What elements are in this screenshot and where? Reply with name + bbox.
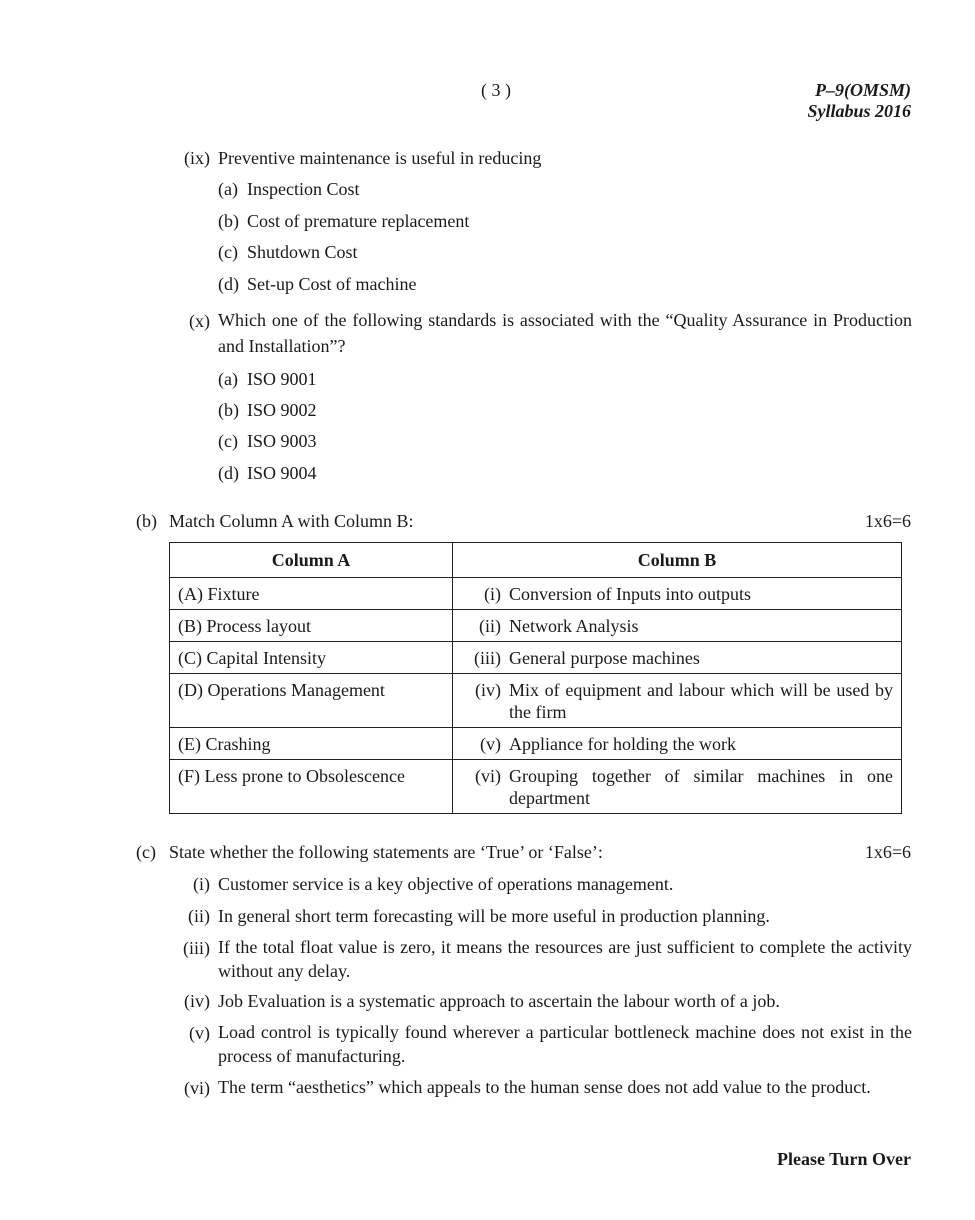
item-text: Network Analysis — [509, 616, 639, 636]
statement-number: (iii) — [183, 938, 210, 958]
column-a-cell: (A) Fixture — [170, 578, 453, 610]
option-text: Set-up Cost of machine — [247, 274, 417, 294]
section-label: (c) — [136, 842, 156, 862]
item-number: (iii) — [474, 648, 501, 668]
column-a-cell: (C) Capital Intensity — [170, 642, 453, 674]
option-label: (c) — [218, 431, 238, 451]
option-label: (b) — [218, 211, 239, 231]
table-row — [170, 728, 902, 760]
column-b-cell — [453, 760, 902, 814]
option-label: (a) — [218, 179, 238, 199]
table-header-row — [170, 543, 902, 578]
column-b-cell — [453, 674, 902, 728]
section-marks: 1x6=6 — [864, 511, 911, 531]
column-b-cell — [453, 728, 902, 760]
table-row — [170, 610, 902, 642]
question-text: Preventive maintenance is useful in reducing — [218, 148, 542, 168]
item-text: General purpose machines — [509, 648, 700, 668]
option-text: ISO 9004 — [247, 463, 317, 483]
column-b-cell — [453, 610, 902, 642]
item-text: Mix of equipment and labour which will be used by the firm — [509, 680, 893, 722]
option-label: (d) — [218, 274, 239, 294]
column-a-header: Column A — [170, 543, 453, 578]
statement-text: The term “aesthetics” which appeals to the human sense does not add value to the product. — [218, 1077, 871, 1097]
column-a-cell: (E) Crashing — [170, 728, 453, 760]
item-number: (i) — [484, 584, 501, 604]
table-row — [170, 674, 902, 728]
question-text: Which one of the following standards is associated with the “Quality Assurance in Production and Installation”? — [218, 310, 912, 356]
column-a-cell: (F) Less prone to Obsolescence — [170, 760, 453, 814]
statement-text: Job Evaluation is a systematic approach to ascertain the labour worth of a job. — [218, 991, 780, 1011]
question-number: (ix) — [184, 148, 210, 168]
option-text: Inspection Cost — [247, 179, 360, 199]
page-number: ( 3 ) — [481, 80, 511, 100]
statement-text: If the total float value is zero, it means the resources are just sufficient to complete the activity without any delay. — [218, 937, 912, 981]
section-label: (b) — [136, 511, 157, 531]
item-text: Grouping together of similar machines in one department — [509, 766, 893, 808]
statement-number: (v) — [189, 1023, 210, 1043]
item-number: (ii) — [479, 616, 501, 636]
column-b-header: Column B — [453, 543, 902, 578]
statement-text: Customer service is a key objective of operations management. — [218, 874, 674, 894]
option-text: Cost of premature replacement — [247, 211, 470, 231]
section-marks: 1x6=6 — [864, 842, 911, 862]
match-table — [169, 542, 902, 814]
please-turn-over: Please Turn Over — [777, 1149, 911, 1169]
column-b-cell — [453, 642, 902, 674]
option-text: Shutdown Cost — [247, 242, 358, 262]
option-text: ISO 9002 — [247, 400, 317, 420]
item-number: (vi) — [475, 766, 501, 786]
statement-number: (iv) — [184, 991, 210, 1011]
option-label: (a) — [218, 369, 238, 389]
section-title: Match Column A with Column B: — [169, 511, 414, 531]
option-label: (b) — [218, 400, 239, 420]
option-text: ISO 9003 — [247, 431, 317, 451]
statement-number: (i) — [193, 874, 210, 894]
question-number: (x) — [189, 311, 210, 331]
statement-number: (vi) — [184, 1078, 210, 1098]
column-b-cell — [453, 578, 902, 610]
table-row — [170, 578, 902, 610]
statement-text: Load control is typically found wherever a particular bottleneck machine does not exist in the process of manufacturing. — [218, 1022, 912, 1066]
column-a-cell: (B) Process layout — [170, 610, 453, 642]
section-title: State whether the following statements are ‘True’ or ‘False’: — [169, 842, 603, 862]
table-row — [170, 760, 902, 814]
statement-text: In general short term forecasting will be more useful in production planning. — [218, 906, 770, 926]
column-a-cell: (D) Operations Management — [170, 674, 453, 728]
table-row — [170, 642, 902, 674]
option-text: ISO 9001 — [247, 369, 317, 389]
paper-code: P–9(OMSM) — [814, 80, 911, 100]
option-label: (c) — [218, 242, 238, 262]
item-number: (iv) — [475, 680, 501, 700]
item-text: Appliance for holding the work — [509, 734, 736, 754]
item-number: (v) — [480, 734, 501, 754]
statement-number: (ii) — [188, 906, 210, 926]
syllabus-year: Syllabus 2016 — [807, 101, 911, 121]
option-label: (d) — [218, 463, 239, 483]
item-text: Conversion of Inputs into outputs — [509, 584, 751, 604]
